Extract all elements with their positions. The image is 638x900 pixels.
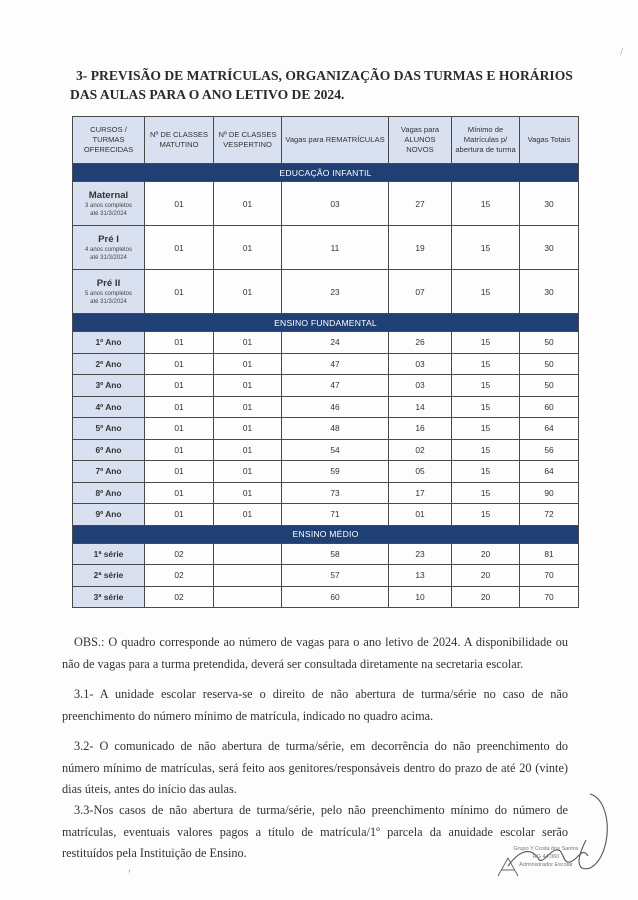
- cell-vagas-totais: 64: [520, 418, 579, 440]
- cell-vespertino: 01: [214, 418, 282, 440]
- course-name: 9º Ano: [73, 504, 145, 526]
- table-row: [73, 565, 579, 587]
- col-header-vespertino: Nº DE CLASSES VESPERTINO: [214, 117, 282, 164]
- section-title: ENSINO MÉDIO: [73, 525, 579, 543]
- cell-rematriculas: 58: [282, 543, 389, 565]
- cell-vagas-totais: 30: [520, 182, 579, 226]
- course-name: 8º Ano: [73, 482, 145, 504]
- cell-minimo: 15: [452, 332, 520, 354]
- cell-matutino: 01: [145, 226, 214, 270]
- cell-vagas-totais: 60: [520, 396, 579, 418]
- cell-vespertino: [214, 586, 282, 608]
- course-age-note: 3 anos completos: [84, 202, 133, 209]
- cell-vagas-totais: 50: [520, 353, 579, 375]
- cell-rematriculas: 23: [282, 270, 389, 314]
- course-name: Maternal: [88, 189, 129, 201]
- col-header-matutino: Nº DE CLASSES MATUTINO: [145, 117, 214, 164]
- section-heading: [70, 66, 590, 104]
- col-header-minimo: Mínimo de Matrículas p/ abertura de turma: [452, 117, 520, 164]
- cell-vespertino: [214, 565, 282, 587]
- cell-vagas-totais: 72: [520, 504, 579, 526]
- cell-vagas-totais: 30: [520, 270, 579, 314]
- course-name: 2ª série: [73, 565, 145, 587]
- course-name: 7º Ano: [73, 461, 145, 483]
- col-header-alunos-novos: Vagas para ALUNOS NOVOS: [389, 117, 452, 164]
- cell-alunos-novos: 26: [389, 332, 452, 354]
- cell-vagas-totais: 70: [520, 565, 579, 587]
- cell-rematriculas: 57: [282, 565, 389, 587]
- course-age-note: 5 anos completos: [84, 290, 133, 297]
- cell-minimo: 15: [452, 504, 520, 526]
- cell-matutino: 01: [145, 375, 214, 397]
- table-row: [73, 504, 579, 526]
- cell-minimo: 20: [452, 586, 520, 608]
- cell-alunos-novos: 23: [389, 543, 452, 565]
- course-cell: [73, 226, 145, 270]
- cell-vagas-totais: 50: [520, 332, 579, 354]
- heading-line-1: 3- PREVISÃO DE MATRÍCULAS, ORGANIZAÇÃO DAS TURMAS E HORÁRIOS: [76, 68, 573, 83]
- cell-matutino: 01: [145, 353, 214, 375]
- cell-alunos-novos: 27: [389, 182, 452, 226]
- cell-minimo: 15: [452, 353, 520, 375]
- table-row: [73, 332, 579, 354]
- stamp-line-2: RG 44.060: [532, 854, 560, 860]
- cell-rematriculas: 11: [282, 226, 389, 270]
- cell-vagas-totais: 56: [520, 439, 579, 461]
- table-row: [73, 396, 579, 418]
- cell-matutino: 02: [145, 543, 214, 565]
- col-header-rematriculas: Vagas para REMATRÍCULAS: [282, 117, 389, 164]
- cell-minimo: 20: [452, 565, 520, 587]
- table-row: [73, 543, 579, 565]
- cell-matutino: 01: [145, 332, 214, 354]
- course-name: Pré II: [96, 277, 121, 289]
- cell-rematriculas: 47: [282, 353, 389, 375]
- cell-vagas-totais: 50: [520, 375, 579, 397]
- table-row: [73, 439, 579, 461]
- stamp-line-1: Grupo Y Costa dos Santos: [513, 846, 579, 852]
- paragraph-3-1: [62, 684, 568, 727]
- cell-alunos-novos: 03: [389, 353, 452, 375]
- cell-vespertino: 01: [214, 396, 282, 418]
- paragraph-3-2-text: 3.2- O comunicado de não abertura de turma/série, em decorrência do não preenchimento do número mínimo de matrículas, será feito aos genitores/responsáveis dentro do prazo de até 20 (vinte) dias úteis, antes do início das aulas.: [62, 739, 568, 796]
- signature-icon: [478, 786, 618, 886]
- cell-rematriculas: 54: [282, 439, 389, 461]
- cell-vespertino: 01: [214, 270, 282, 314]
- table-row: [73, 482, 579, 504]
- cell-alunos-novos: 19: [389, 226, 452, 270]
- cell-vespertino: 01: [214, 332, 282, 354]
- course-cell: [73, 270, 145, 314]
- cell-rematriculas: 60: [282, 586, 389, 608]
- course-date-note: até 31/3/2024: [90, 298, 127, 305]
- cell-alunos-novos: 17: [389, 482, 452, 504]
- cell-alunos-novos: 03: [389, 375, 452, 397]
- signature-stamp: [478, 786, 618, 886]
- cell-alunos-novos: 13: [389, 565, 452, 587]
- cell-vespertino: 01: [214, 461, 282, 483]
- cell-vespertino: 01: [214, 182, 282, 226]
- table-row: [73, 461, 579, 483]
- cell-minimo: 15: [452, 226, 520, 270]
- cell-rematriculas: 59: [282, 461, 389, 483]
- cell-minimo: 15: [452, 439, 520, 461]
- cell-rematriculas: 71: [282, 504, 389, 526]
- scan-mark: ,: [128, 862, 131, 874]
- table-header-row: [73, 117, 579, 164]
- cell-alunos-novos: 14: [389, 396, 452, 418]
- section-row-ensino-medio: [73, 525, 579, 543]
- course-date-note: até 31/3/2024: [90, 254, 127, 261]
- cell-rematriculas: 46: [282, 396, 389, 418]
- table-row: [73, 182, 579, 226]
- course-name: 2º Ano: [73, 353, 145, 375]
- section-title: ENSINO FUNDAMENTAL: [73, 314, 579, 332]
- cell-vagas-totais: 81: [520, 543, 579, 565]
- cell-vespertino: 01: [214, 439, 282, 461]
- course-name: 5º Ano: [73, 418, 145, 440]
- scan-mark: /: [620, 46, 624, 58]
- cell-vespertino: 01: [214, 226, 282, 270]
- cell-matutino: 01: [145, 182, 214, 226]
- obs-text: OBS.: O quadro corresponde ao número de vagas para o ano letivo de 2024. A disponibilidade ou não de vagas para a turma pretendida, deverá ser consultada diretamente na secretaria escolar.: [62, 635, 568, 671]
- cell-matutino: 02: [145, 586, 214, 608]
- cell-matutino: 01: [145, 461, 214, 483]
- cell-minimo: 15: [452, 418, 520, 440]
- course-name: 1ª série: [73, 543, 145, 565]
- cell-vagas-totais: 64: [520, 461, 579, 483]
- cell-minimo: 15: [452, 396, 520, 418]
- col-header-vagas-totais: Vagas Totais: [520, 117, 579, 164]
- course-name: 6º Ano: [73, 439, 145, 461]
- obs-paragraph: [62, 632, 568, 675]
- heading-line-2: DAS AULAS PARA O ANO LETIVO DE 2024.: [70, 87, 345, 102]
- course-name: 3ª série: [73, 586, 145, 608]
- cell-vespertino: 01: [214, 504, 282, 526]
- cell-matutino: 01: [145, 418, 214, 440]
- cell-alunos-novos: 16: [389, 418, 452, 440]
- cell-rematriculas: 47: [282, 375, 389, 397]
- cell-minimo: 20: [452, 543, 520, 565]
- cell-rematriculas: 73: [282, 482, 389, 504]
- cell-alunos-novos: 02: [389, 439, 452, 461]
- col-header-cursos: CURSOS / TURMAS OFERECIDAS: [73, 117, 145, 164]
- cell-matutino: 01: [145, 270, 214, 314]
- cell-vespertino: 01: [214, 375, 282, 397]
- cell-minimo: 15: [452, 482, 520, 504]
- cell-alunos-novos: 07: [389, 270, 452, 314]
- cell-minimo: 15: [452, 182, 520, 226]
- cell-vespertino: [214, 543, 282, 565]
- course-name: 4º Ano: [73, 396, 145, 418]
- table-row: [73, 226, 579, 270]
- enrollment-table: [72, 116, 579, 608]
- cell-rematriculas: 24: [282, 332, 389, 354]
- cell-vagas-totais: 70: [520, 586, 579, 608]
- cell-vespertino: 01: [214, 353, 282, 375]
- cell-minimo: 15: [452, 461, 520, 483]
- cell-minimo: 15: [452, 375, 520, 397]
- section-row-educacao-infantil: [73, 164, 579, 182]
- paragraph-3-1-text: 3.1- A unidade escolar reserva-se o direito de não abertura de turma/série no caso de não preenchimento do número mínimo de matrícula, indicado no quadro acima.: [62, 687, 568, 723]
- stamp-line-3: Administrador Escolar: [519, 862, 573, 868]
- table-row: [73, 353, 579, 375]
- cell-matutino: 01: [145, 439, 214, 461]
- cell-matutino: 02: [145, 565, 214, 587]
- section-title: EDUCAÇÃO INFANTIL: [73, 164, 579, 182]
- cell-vespertino: 01: [214, 482, 282, 504]
- course-date-note: até 31/3/2024: [90, 210, 127, 217]
- table-row: [73, 270, 579, 314]
- table-row: [73, 586, 579, 608]
- course-cell: [73, 182, 145, 226]
- table-row: [73, 375, 579, 397]
- course-name: 3º Ano: [73, 375, 145, 397]
- paragraph-3-3-text: 3.3-Nos casos de não abertura de turma/série, pelo não preenchimento mínimo do número de matrículas, eventuais valores pagos a título de matrícula/1º parcela da anuidade escolar serão restituídos pela Instituição de Ensino.: [62, 803, 568, 860]
- cell-matutino: 01: [145, 482, 214, 504]
- cell-alunos-novos: 05: [389, 461, 452, 483]
- cell-rematriculas: 03: [282, 182, 389, 226]
- cell-matutino: 01: [145, 396, 214, 418]
- section-row-ensino-fundamental: [73, 314, 579, 332]
- course-age-note: 4 anos completos: [84, 246, 133, 253]
- course-name: 1º Ano: [73, 332, 145, 354]
- cell-vagas-totais: 30: [520, 226, 579, 270]
- cell-alunos-novos: 01: [389, 504, 452, 526]
- cell-vagas-totais: 90: [520, 482, 579, 504]
- cell-minimo: 15: [452, 270, 520, 314]
- cell-matutino: 01: [145, 504, 214, 526]
- course-name: Pré I: [98, 233, 119, 245]
- cell-rematriculas: 48: [282, 418, 389, 440]
- table-row: [73, 418, 579, 440]
- cell-alunos-novos: 10: [389, 586, 452, 608]
